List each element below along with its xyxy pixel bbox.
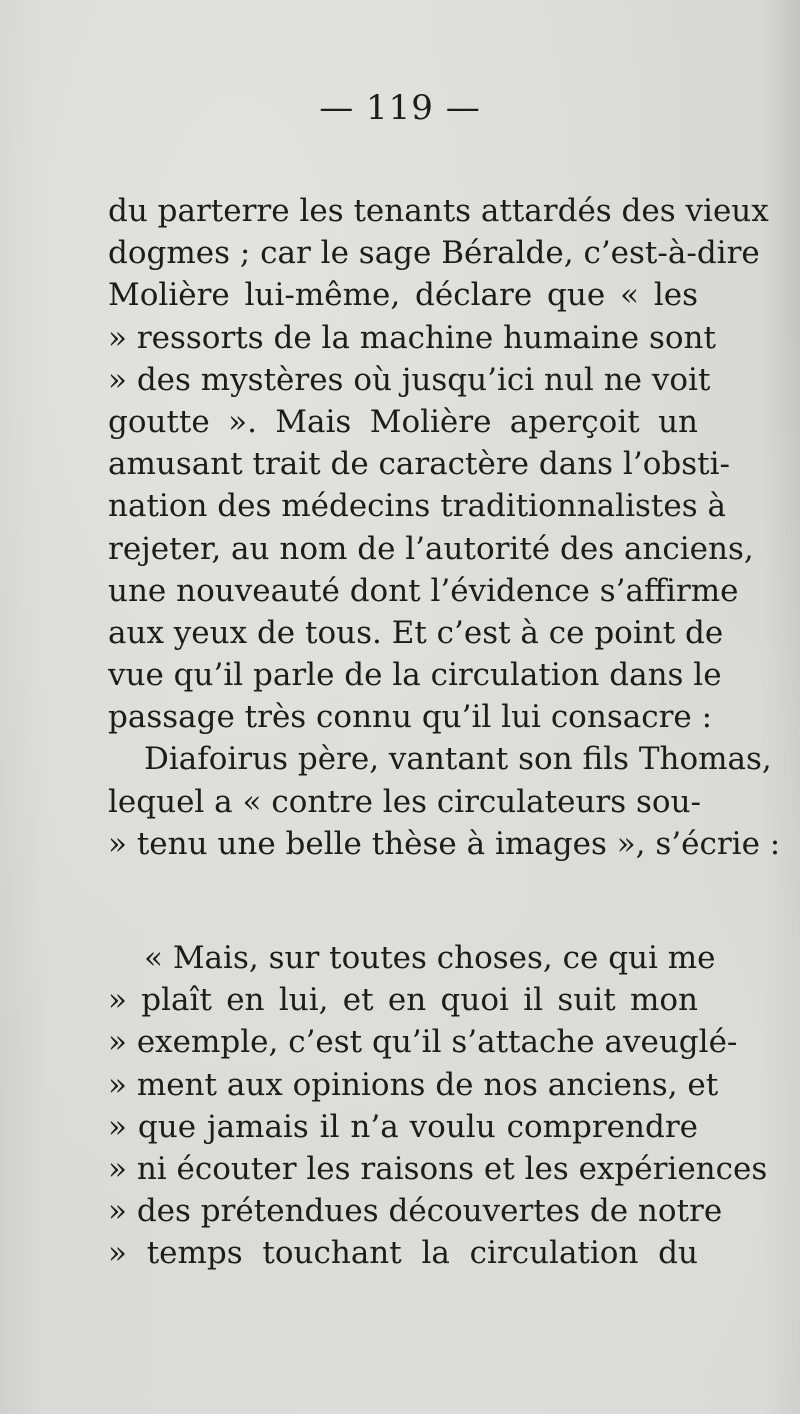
text-line: passage très connu qu’il lui consacre : — [108, 699, 713, 736]
text-line: une nouveauté dont l’évidence s’affirme — [108, 572, 739, 609]
quote-line: » ni écouter les raisons et les expériences — [108, 1150, 768, 1187]
text-line: » tenu une belle thèse à images », s’écrie : — [108, 825, 781, 862]
text-line: Diafoirus père, vantant son fils Thomas, — [144, 741, 772, 778]
text-line: rejeter, au nom de l’autorité des anciens, — [108, 530, 754, 567]
quote-line: » plaît en lui, et en quoi il suit mon — [108, 982, 698, 1019]
page-number: — 119 — — [319, 88, 481, 128]
quote-line: » que jamais il n’a voulu comprendre — [108, 1108, 698, 1145]
text-line: du parterre les tenants attardés des vieux — [108, 193, 769, 229]
quote-line: « Mais, sur toutes choses, ce qui me — [144, 940, 716, 976]
quote-line: » des prétendues découvertes de notre — [108, 1193, 723, 1230]
text-line: lequel a « contre les circulateurs sou- — [108, 783, 702, 820]
text-line: Molière lui-même, déclare que « les — [108, 277, 698, 314]
text-line: amusant trait de caractère dans l’obsti- — [108, 446, 730, 483]
quote-line: » exemple, c’est qu’il s’attache aveuglé- — [108, 1024, 738, 1061]
text-line: goutte ». Mais Molière aperçoit un — [108, 403, 698, 440]
text-line: » des mystères où jusqu’ici nul ne voit — [108, 361, 711, 398]
text-line: aux yeux de tous. Et c’est à ce point de — [108, 614, 724, 651]
quotation — [108, 937, 768, 1275]
text-line: » ressorts de la machine humaine sont — [108, 319, 716, 356]
text-line: dogmes ; car le sage Béralde, c’est-à-dire — [108, 235, 760, 272]
text-line: vue qu’il parle de la circulation dans le — [108, 657, 722, 694]
body-text — [108, 190, 781, 865]
quote-line: » temps touchant la circulation du — [108, 1235, 698, 1272]
text-line: nation des médecins traditionnalistes à — [108, 488, 726, 525]
quote-line: » ment aux opinions de nos anciens, et — [108, 1066, 719, 1103]
